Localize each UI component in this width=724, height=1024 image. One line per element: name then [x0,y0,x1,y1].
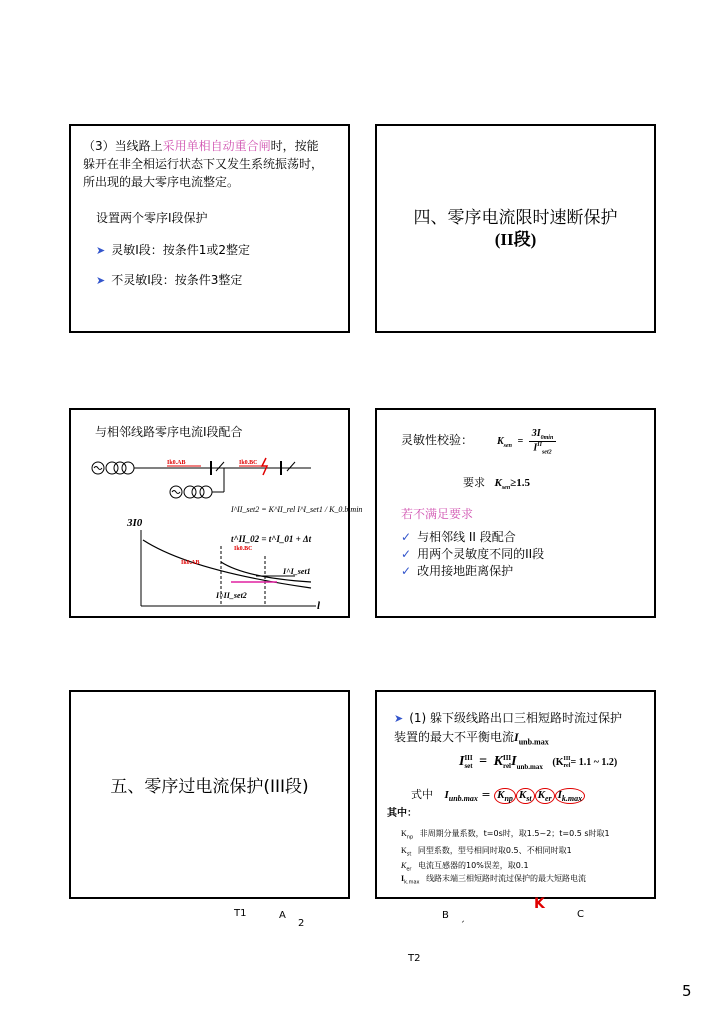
factor-knp-sub: np [504,794,513,804]
slide1-line1-b: 时，按能 [270,139,319,153]
sensitivity-check-label: 灵敏性校验： [401,433,474,447]
slide-3 [69,408,363,618]
formula-lhs-sup: III [464,754,473,762]
def-3-sub: er [406,866,412,873]
slide1-line1-highlight: 采用单相自动重合闸 [162,139,271,153]
def-2 [401,845,572,858]
y-axis-label: 3I0 [127,517,143,529]
def-1-sym: K [401,829,407,838]
iset-formula: I III set = K III rel $I_{unb.max}$ (K III rel = 1.1 ~ 1.2) [459,754,618,772]
slide6-line1 [394,710,622,727]
slide6-line1-text: (1) 躲下级线路出口三相短路时流过保护 [409,711,623,725]
fragment-c: C [577,909,584,920]
formula-range: (K [552,757,564,769]
factor-knp [494,788,516,804]
formula-lhs-sub: set [464,762,473,770]
label-iset2: I^II_set2 [216,591,247,600]
label-ik0bc: Ik0.BC [234,546,253,552]
def-1 [401,828,610,841]
formula-i-sub: unb.max [516,763,543,772]
check-icon: ✓ [401,547,412,561]
generator-source-icon [170,486,182,498]
ksen-symbol: K [497,435,504,447]
factor-knp-sym: K [497,789,505,801]
def-4-sub: k.max [404,879,420,886]
option-3 [401,563,513,580]
fragment-t1: T1 [234,908,247,919]
label-iset1: I^I_set1 [283,567,311,576]
fragment-k: K [534,896,545,912]
formula-t02: t^II_02 = t^I_01 + Δt [231,534,312,544]
option-1 [401,529,516,546]
where-lhs: I [444,789,449,801]
slide2-title-line2: (II段) [494,230,537,249]
slide5-title: 五、零序过电流保护(III段) [110,777,309,797]
ksen-formula [497,428,556,455]
def-2-sym: K [401,846,407,855]
label-ik0ab: Ik0.AB [181,560,200,566]
slide1-line2: 躲开在非全相运行状态下又发生系统振荡时， [83,157,324,171]
numerator-sub: 0min [540,435,554,441]
formula-k: K [493,754,503,770]
def-4 [401,873,586,886]
requirement-condition: ≥1.5 [510,477,530,489]
slide1-line1 [83,138,319,155]
formula-i: I [511,754,517,770]
curve-ik0ab [143,540,311,588]
slide-4 [375,408,656,618]
denominator-sup: II [537,442,542,448]
numerator: 3I [531,428,541,439]
def-3-sym: K [401,861,407,870]
where-line: 式中 $I_{unb.max} = K_{np}$ $K_{st}$ $K_{er}$ $I_{k.max}$ [411,786,585,804]
page-number: 5 [682,982,692,1000]
slide-5 [69,690,350,899]
option-1-text: 与相邻线 II 段配合 [417,530,516,544]
formula-lhs: I [459,754,465,770]
formula-range-sup: III [563,755,571,762]
slide1-line1-a: （3）当线路上 [83,139,163,153]
option-3-text: 改用接地距离保护 [417,564,514,578]
slide6-line2-text: 装置的最大不平衡电流 [394,730,515,744]
arrow-bullet-icon: ➤ [394,712,404,725]
check-icon: ✓ [401,530,412,544]
requirement-ksen-sub: sen [501,485,511,492]
factor-ker-sub: er [544,794,552,804]
fail-title: 若不满足要求 [401,507,474,521]
check-icon: ✓ [401,564,412,578]
def-2-sub: st [406,851,412,858]
def-1-sub: np [406,834,414,841]
factor-ker [535,788,555,804]
eq-sign: = [517,435,524,447]
option-2-text: 用两个灵敏度不同的II段 [417,547,545,561]
requirement-ksen: K [494,477,502,489]
x-axis-label: l [317,600,321,612]
arrow-bullet-icon: ➤ [96,244,106,257]
label-ik0ab-top: Ik0.AB [167,460,186,466]
fragment-2: 2 [298,918,305,929]
fragment-t2: T2 [408,953,421,964]
slide2-title-line1: 四、零序电流限时速断保护 [413,208,618,228]
requirement-label: 要求 [463,476,485,489]
label-ik0bc-top: Ik0.BC [239,460,258,466]
formula-iset2: I^II_set2 = K^II_rel I^I_set1 / K_0.b min [231,505,363,514]
where-label: 式中 [411,788,433,801]
factor-ikmax-sub: k.max [561,794,583,804]
slide6-line2-i: I [514,730,519,744]
slide6-line2 [394,729,549,750]
slide1-line3: 所出现的最大零序电流整定。 [83,175,240,189]
fragment-b: B [442,910,449,921]
factor-kst-sub: st [526,794,532,804]
denominator-sub: set2 [541,449,552,456]
factor-ker-sym: K [537,789,545,801]
def-3-text: 电流互感器的10%误差，取0.1 [418,861,529,870]
formula-range-sub: rel [563,762,571,769]
transformer-t1-icon [106,462,134,474]
def-2-text: 同型系数，型号相同时取0.5、不相同时取1 [417,846,572,855]
factor-kst [516,788,535,804]
def-3 [401,860,529,873]
def-4-text: 线路末端三相短路时流过保护的最大短路电流 [426,874,587,883]
slide3-title: 与相邻线路零序电流I段配合 [95,425,243,439]
arrow-bullet-icon: ➤ [96,274,106,287]
slide-1 [69,124,350,333]
slide-2 [375,124,656,333]
transformer-t2-icon [184,486,212,498]
fragment-a: A [279,910,286,921]
factor-kst-sym: K [518,789,527,801]
fragment-comma: ˏ [460,912,465,923]
zero-sequence-coordination-diagram [71,446,363,616]
def-1-text: 非周期分量系数，t=0s时，取1.5~2；t=0.5 s时取1 [419,829,610,838]
generator-source-icon [92,462,104,474]
factor-ikmax-sym: I [557,789,562,801]
formula-k-sub: rel [502,762,512,770]
option-2 [401,546,544,563]
slide-6 [375,690,656,899]
slide6-line2-sub: unb.max [518,737,549,747]
formula-k-sup: III [502,754,512,762]
def-4-sym: I [401,874,405,883]
slide1-bullet-2-text: 不灵敏I段：按条件3整定 [111,273,243,287]
denominator: I [533,442,538,454]
formula-range-val: = 1.1 ~ 1.2) [570,757,618,769]
where-lhs-sub: unb.max [448,794,478,804]
ksen-fraction [529,428,557,455]
slide1-heading: 设置两个零序I段保护 [96,211,208,225]
slide1-bullet-2 [96,272,242,289]
slide1-bullet-1-text: 灵敏I段：按条件1或2整定 [111,243,251,257]
slide1-bullet-1 [96,242,250,259]
ksen-sub: sen [503,442,513,449]
requirement-line [463,474,530,491]
factor-ikmax [555,788,586,804]
among-label: 其中： [387,808,417,819]
